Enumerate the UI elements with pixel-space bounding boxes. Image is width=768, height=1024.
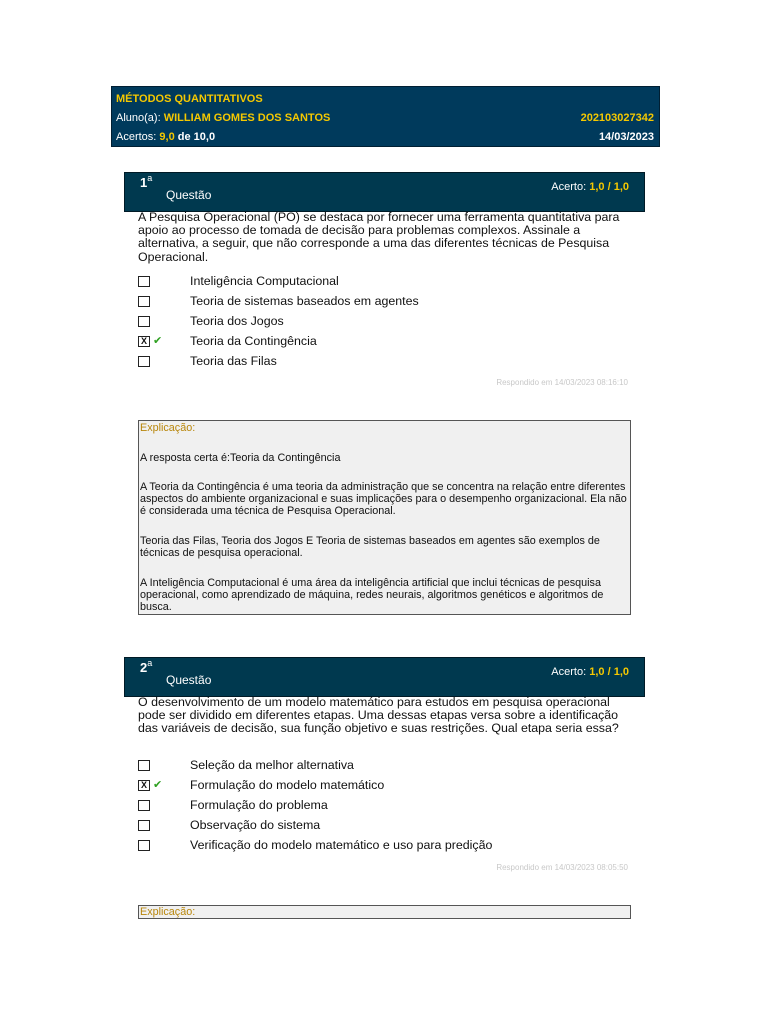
correct-check-icon: ✔ — [153, 779, 163, 791]
explanation-title: Explicação: — [140, 906, 196, 918]
explanation-paragraph: A resposta certa é:Teoria da Contingência — [140, 452, 341, 464]
question-score: Acerto: 1,0 / 1,0 — [551, 666, 629, 678]
checkbox[interactable] — [138, 760, 150, 771]
explanation-title: Explicação: — [140, 422, 196, 434]
question-score: Acerto: 1,0 / 1,0 — [551, 181, 629, 193]
question-1-text: A Pesquisa Operacional (PO) se destaca por fornecer uma ferramenta quantitativa para apoio ao processo de tomada de decisão para problemas complexos. Assinale a alternativa, a seguir, que não corresponde a uma das diferentes técnicas de Pesquisa Operacional. — [138, 210, 620, 264]
option-label: Teoria dos Jogos — [190, 314, 284, 328]
option-label: Teoria das Filas — [190, 354, 277, 368]
option-label: Teoria da Contingência — [190, 334, 317, 348]
correct-check-icon: ✔ — [153, 335, 163, 347]
question-2-bar — [124, 657, 645, 697]
checkbox-checked[interactable]: X — [138, 780, 150, 791]
student-row — [116, 110, 654, 126]
score-value: 9,0 — [159, 131, 175, 143]
question-2-text: O desenvolvimento de um modelo matemático para estudos em pesquisa operacional pode ser dividido em diferentes etapas. Uma dessas etapas versa sobre a identificação das variáveis de decisão, sua função objetivo e suas restrições. Qual etapa seria essa? — [138, 695, 619, 736]
question-label: Questão — [166, 673, 212, 687]
answered-timestamp: Respondido em 14/03/2023 08:16:10 — [496, 378, 628, 387]
checkbox[interactable] — [138, 276, 150, 287]
score-label: Acertos: — [116, 131, 157, 143]
student-label: Aluno(a): — [116, 112, 161, 124]
question-number: 1$^a$ — [140, 173, 153, 190]
explanation-paragraph: A Teoria da Contingência é uma teoria da administração que se concentra na relação entre diferentes aspectos do ambiente organizacional e suas implicações para o desempenho organizacional. Ela não é considerada uma técnica de Pesquisa Operacional. — [140, 481, 627, 517]
checkbox[interactable] — [138, 296, 150, 307]
explanation-paragraph: A Inteligência Computacional é uma área da inteligência artificial que inclui técnicas de pesquisa operacional, como aprendizado de máquina, redes neurais, algoritmos genéticos e algoritmos de busca. — [140, 577, 604, 613]
question-1-explanation — [138, 420, 631, 615]
student-name: WILLIAM GOMES DOS SANTOS — [163, 112, 331, 124]
option-label: Verificação do modelo matemático e uso para predição — [190, 838, 493, 852]
checkbox[interactable] — [138, 820, 150, 831]
student-id: 202103027342 — [580, 112, 654, 124]
question-1-bar — [124, 172, 645, 212]
course-title: MÉTODOS QUANTITATIVOS — [116, 93, 263, 105]
exam-header — [111, 86, 660, 147]
score-of: de 10,0 — [177, 131, 216, 143]
checkbox[interactable] — [138, 316, 150, 327]
option-label: Teoria de sistemas baseados em agentes — [190, 294, 419, 308]
checkbox[interactable] — [138, 840, 150, 851]
option-label: Formulação do modelo matemático — [190, 778, 385, 792]
question-label: Questão — [166, 188, 212, 202]
question-2-explanation — [138, 905, 631, 919]
checkbox[interactable] — [138, 800, 150, 811]
exam-date: 14/03/2023 — [598, 131, 654, 143]
checkbox[interactable] — [138, 356, 150, 367]
option-label: Seleção da melhor alternativa — [190, 758, 354, 772]
option-label: Observação do sistema — [190, 818, 321, 832]
explanation-paragraph: Teoria das Filas, Teoria dos Jogos E Teoria de sistemas baseados em agentes são exemplos de técnicas de pesquisa operacional. — [140, 535, 600, 559]
option-label: Inteligência Computacional — [190, 274, 339, 288]
answered-timestamp: Respondido em 14/03/2023 08:05:50 — [496, 863, 628, 872]
option-label: Formulação do problema — [190, 798, 328, 812]
course-row — [116, 91, 654, 107]
checkbox-checked[interactable]: X — [138, 336, 150, 347]
question-number: 2$^a$ — [140, 658, 153, 675]
score-row — [116, 129, 654, 145]
